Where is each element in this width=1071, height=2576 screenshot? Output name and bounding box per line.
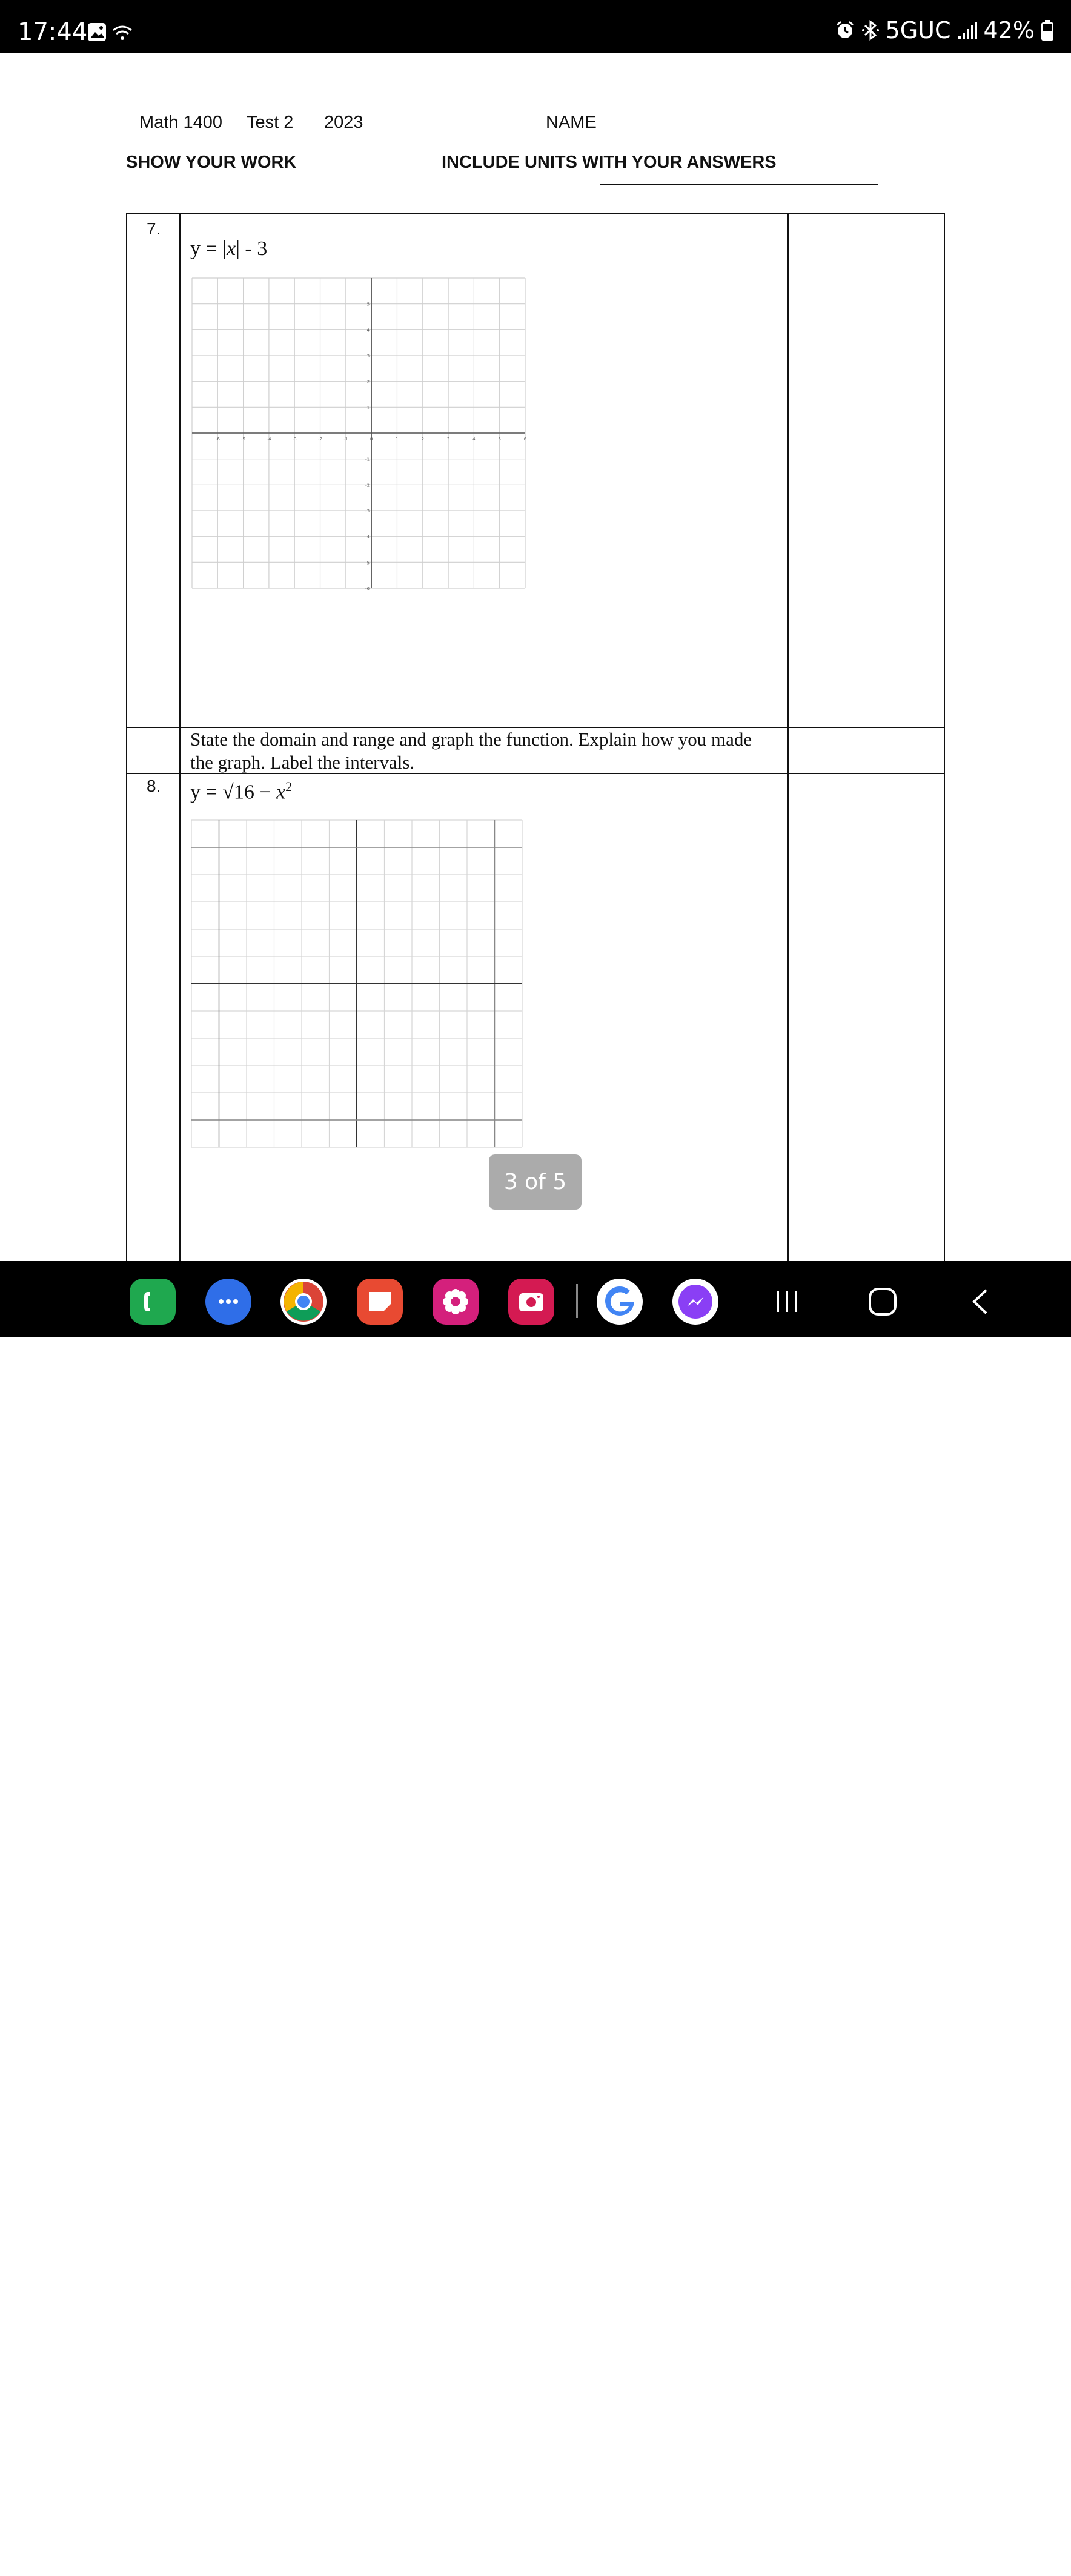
question-7-graph[interactable] bbox=[189, 275, 528, 590]
y-tick-label: -5 bbox=[365, 560, 370, 566]
x-tick-label: -3 bbox=[292, 437, 297, 442]
question-7-row bbox=[126, 213, 945, 728]
show-work-label: SHOW YOUR WORK bbox=[126, 153, 297, 172]
graph-grid bbox=[191, 820, 522, 1147]
home-button[interactable] bbox=[867, 1286, 898, 1317]
question-7-number: 7. bbox=[147, 219, 161, 238]
status-right-icons bbox=[835, 17, 1054, 44]
apps-grid-icon[interactable] bbox=[73, 2548, 101, 2576]
year-label: 2023 bbox=[324, 113, 363, 132]
recents-button[interactable] bbox=[773, 1288, 801, 1316]
course-label: Math 1400 bbox=[139, 113, 223, 132]
gallery-icon[interactable] bbox=[433, 1279, 479, 1325]
x-tick-label: -1 bbox=[343, 437, 348, 442]
question-7-equation: y = |x| - 3 bbox=[190, 237, 268, 260]
y-tick-label: 1 bbox=[366, 405, 370, 411]
network-type: 5GUC bbox=[885, 17, 951, 44]
graph-grid bbox=[192, 278, 527, 590]
question-8-number: 8. bbox=[147, 776, 161, 795]
x-tick-label: 0 bbox=[370, 437, 373, 442]
y-tick-label: 5 bbox=[366, 302, 370, 307]
y-tick-label: -1 bbox=[365, 457, 370, 462]
gallery-notification-icon bbox=[88, 23, 106, 41]
instruction-row bbox=[126, 727, 945, 774]
battery-icon bbox=[1041, 19, 1054, 41]
x-tick-label: -4 bbox=[267, 437, 271, 442]
y-tick-label: -4 bbox=[365, 534, 370, 540]
page-indicator: 3 of 5 bbox=[489, 1154, 582, 1210]
x-tick-label: 2 bbox=[421, 437, 425, 442]
question-8-graph[interactable] bbox=[190, 819, 523, 1150]
document-page[interactable] bbox=[0, 53, 1071, 1261]
bluetooth-icon bbox=[861, 20, 880, 41]
include-units-label: INCLUDE UNITS WITH YOUR ANSWERS bbox=[442, 153, 777, 172]
y-tick-label: 2 bbox=[366, 379, 370, 385]
battery-percent: 42% bbox=[983, 17, 1035, 44]
x-tick-label: -6 bbox=[215, 437, 220, 442]
y-tick-label: -2 bbox=[365, 483, 370, 488]
name-underline bbox=[600, 184, 878, 185]
x-tick-label: -2 bbox=[318, 437, 323, 442]
chrome-icon[interactable] bbox=[280, 1279, 327, 1325]
x-tick-label: 1 bbox=[396, 437, 399, 442]
name-label: NAME bbox=[546, 113, 597, 132]
dock-divider bbox=[576, 1284, 578, 1318]
back-button[interactable] bbox=[968, 1286, 992, 1317]
instruction-text: State the domain and range and graph the function. Explain how you made the graph. Label the intervals. bbox=[190, 729, 752, 773]
x-tick-label: 3 bbox=[446, 437, 450, 442]
signal-icon bbox=[957, 21, 978, 39]
status-left-icons bbox=[87, 22, 135, 47]
camera-icon[interactable] bbox=[508, 1279, 554, 1325]
x-tick-label: 6 bbox=[523, 437, 527, 442]
clock: 17:44 bbox=[18, 18, 88, 46]
x-tick-label: 4 bbox=[472, 437, 476, 442]
x-tick-label: 5 bbox=[498, 437, 501, 442]
test-label: Test 2 bbox=[247, 113, 294, 132]
y-tick-label: 3 bbox=[366, 354, 370, 359]
question-8-equation: $y = √16 - x^2$ bbox=[190, 779, 293, 804]
y-tick-label: -3 bbox=[365, 509, 370, 514]
y-tick-label: -6 bbox=[365, 586, 370, 590]
google-icon[interactable] bbox=[597, 1279, 643, 1325]
status-bar bbox=[0, 0, 1071, 53]
phone-icon[interactable] bbox=[130, 1279, 176, 1325]
messenger-icon[interactable] bbox=[672, 1279, 718, 1325]
alarm-icon bbox=[835, 20, 855, 41]
messages-icon[interactable] bbox=[205, 1279, 251, 1325]
y-tick-label: 4 bbox=[366, 328, 370, 333]
notes-icon[interactable] bbox=[357, 1279, 403, 1325]
wifi-icon bbox=[113, 27, 131, 40]
x-tick-label: -5 bbox=[241, 437, 246, 442]
